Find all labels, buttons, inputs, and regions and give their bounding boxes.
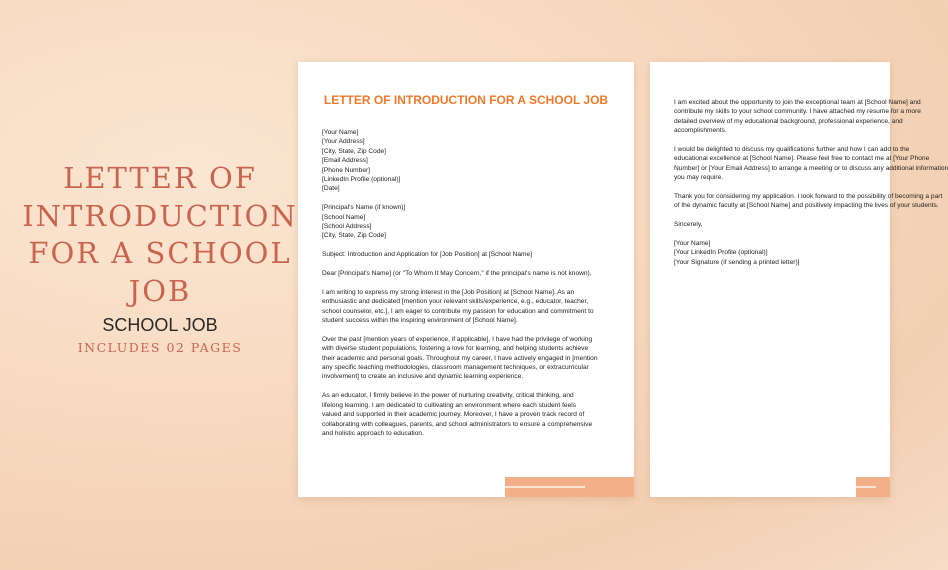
- paragraph-line: of the dynamic faculty at [School Name] and positively impacting the lives of your students.: [674, 202, 939, 210]
- paragraph-line: Thank you for considering my application. I look forward to the possibility of becoming a part: [674, 193, 943, 201]
- cover-title-line: LETTER OF: [63, 161, 257, 195]
- spacer: [322, 278, 598, 287]
- document-page-1: [298, 62, 634, 497]
- sender-line: [LinkedIn Profile (optional)]: [322, 176, 401, 184]
- letter-body: [322, 128, 598, 438]
- paragraph-line: you may require.: [674, 174, 724, 182]
- paragraph-line: accomplishments.: [674, 127, 727, 135]
- paragraph-line: As an educator, I firmly believe in the power of nurturing creativity, critical thinking, and: [322, 392, 574, 400]
- document-page-2: [650, 62, 948, 497]
- paragraph-line: school counselor, etc.], I am eager to contribute my passion for education and commitment to: [322, 307, 594, 315]
- sender-line: [Date]: [322, 185, 340, 193]
- salutation: Dear [Principal's Name] (or "To Whom It May Concern," if the principal's name is not known),: [322, 270, 592, 278]
- recipient-line: [Principal's Name (if known)]: [322, 204, 406, 212]
- footer-decoration: [856, 477, 890, 497]
- recipient-line: [School Address]: [322, 223, 372, 231]
- paragraph-line: enthusiastic and dedicated [mention your relevant skills/experience, e.g., educator, teacher,: [322, 298, 589, 306]
- spacer: [322, 241, 598, 250]
- paragraph-line: [Your Name]: [674, 240, 711, 248]
- paragraph-line: I am writing to express my strong interest in the [Job Position] at [School Name]. As an: [322, 288, 575, 296]
- sender-line: [Phone Number]: [322, 166, 371, 174]
- paragraph-line: collaborating with colleagues, parents, and school administrators to ensure a comprehensive: [322, 420, 593, 428]
- spacer: [674, 136, 948, 145]
- subject-line: Subject: Introduction and Application for [Job Position] at [School Name]: [322, 251, 533, 259]
- paragraph-line: involvement] to create an inclusive and dynamic learning experience.: [322, 373, 524, 381]
- paragraph-line: [Your Signature (if sending a printed letter)]: [674, 258, 800, 266]
- paragraph-line: detailed overview of my educational background, professional experience, and: [674, 117, 903, 125]
- cover-title-line: JOB: [128, 273, 192, 308]
- cover-title: [20, 160, 300, 310]
- paragraph-line: valued and supported in their academic journey. Moreover, I have a proven track record of: [322, 411, 585, 419]
- sender-line: [Email Address]: [322, 157, 368, 165]
- paragraph-line: I am excited about the opportunity to join the exceptional team at [School Name] and: [674, 99, 921, 106]
- sender-line: [Your Address]: [322, 138, 365, 146]
- spacer: [674, 183, 948, 192]
- paragraph-line: student success within the inspiring environment of [School Name].: [322, 317, 518, 325]
- paragraph-line: with diverse student populations, fostering a love for learning, and helping students achieve: [322, 345, 589, 353]
- paragraph-line: any specific teaching methodologies, classroom management techniques, or extracurricular: [322, 364, 589, 372]
- recipient-line: [City, State, Zip Code]: [322, 232, 387, 240]
- spacer: [322, 382, 598, 391]
- footer-decoration: [505, 477, 634, 497]
- spacer: [322, 194, 598, 203]
- paragraph-line: and holistic approach to education.: [322, 429, 424, 437]
- spacer: [322, 260, 598, 269]
- spacer: [322, 325, 598, 334]
- cover-pages-note: INCLUDES 02 PAGES: [77, 340, 243, 355]
- paragraph-line: their academic and personal goals. Throughout my career, I have actively engaged in [mention: [322, 354, 598, 362]
- spacer: [674, 211, 948, 220]
- paragraph-line: Over the past [mention years of experience, if applicable], I have had the privilege of working: [322, 335, 593, 343]
- sender-line: [Your Name]: [322, 129, 359, 136]
- paragraph-line: contribute my skills to your school community. I have attached my resume for a more: [674, 108, 921, 116]
- paragraph-line: lifelong learning. I am dedicated to cultivating an environment where each student feels: [322, 401, 577, 409]
- cover-title-line: INTRODUCTION: [22, 198, 298, 233]
- paragraph-line: I would be delighted to discuss my qualifications further and how I can add to the: [674, 146, 910, 154]
- paragraph-line: educational excellence at [School Name]. Please feel free to contact me at [Your Phone: [674, 155, 930, 163]
- paragraph-line: Sincerely,: [674, 221, 703, 229]
- paragraph-line: Number] or [Your Email Address] to arrange a meeting or to discuss any additional information: [674, 164, 948, 172]
- paragraph-line: [Your LinkedIn Profile (optional)]: [674, 249, 768, 257]
- sender-line: [City, State, Zip Code]: [322, 147, 387, 155]
- cover-subtitle: SCHOOL JOB: [102, 315, 218, 335]
- cover-title-line: FOR A SCHOOL: [28, 236, 292, 270]
- spacer: [674, 230, 948, 239]
- document-title: LETTER OF INTRODUCTION FOR A SCHOOL JOB: [323, 93, 609, 107]
- letter-body-continued: [674, 98, 948, 267]
- recipient-line: [School Name]: [322, 213, 366, 221]
